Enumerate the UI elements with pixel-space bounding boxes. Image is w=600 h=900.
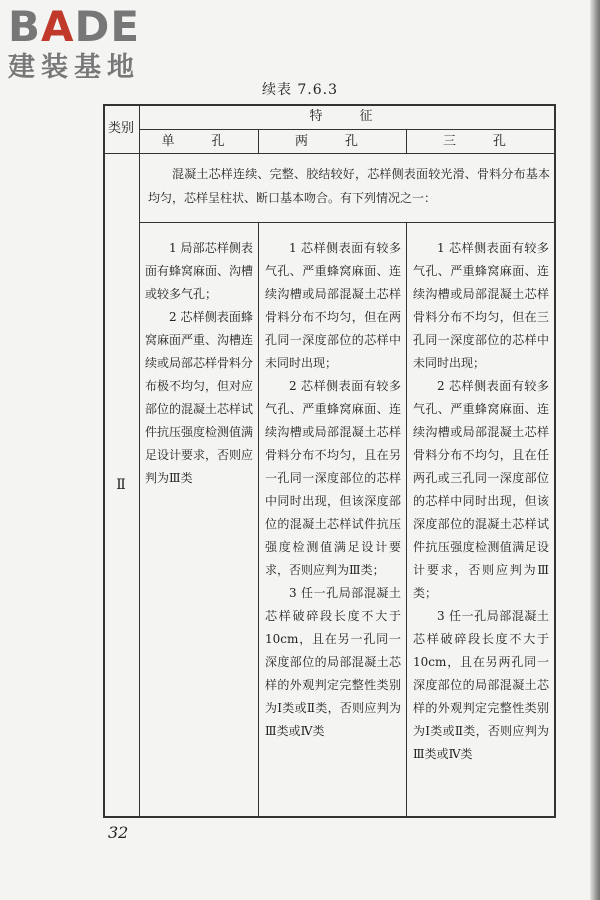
single-item-2: 2 芯样侧表面蜂窝麻面严重、沟槽连续或局部芯样骨料分布极不均匀，但对应部位的混凝土芯样试件抗压强度检测值满足设计要求，否则应判为Ⅲ类 (145, 310, 254, 485)
three-item-3: 3 任一孔局部混凝土芯样破碎段长度不大于10cm，且在另两孔同一深度部位的局部混凝土芯样的外观判定完整性类别为Ⅰ类或Ⅱ类，否则应判为Ⅲ类或Ⅳ类 (413, 609, 549, 761)
three-item-1: 1 芯样侧表面有较多气孔、严重蜂窝麻面、连续沟槽或局部混凝土芯样骨料分布不均匀，但在三孔同一深度部位的芯样中未同时出现； (413, 241, 549, 370)
header-feature: 特 征 (309, 109, 385, 124)
two-item-2: 2 芯样侧表面有较多气孔、严重蜂窝麻面、连续沟槽或局部混凝土芯样骨料分布不均匀，且在另一孔同一深度部位的芯样中同时出现，但该深度部位的混凝土芯样试件抗压强度检测值满足设计要求，否则应判为Ⅲ类； (265, 379, 401, 577)
bade-logo (8, 4, 178, 84)
three-item-2: 2 芯样侧表面有较多气孔、严重蜂窝麻面、连续沟槽或局部混凝土芯样骨料分布不均匀，且在任两孔或三孔同一深度部位的芯样中同时出现，但该深度部位的混凝土芯样试件抗压强度检测值满足设计要求，否则应判为Ⅲ类； (413, 379, 549, 600)
logo-subtitle: 建装基地 (8, 52, 140, 83)
row-summary: 混凝土芯样连续、完整、胶结较好，芯样侧表面较光滑、骨料分布基本均匀，芯样呈柱状、断口基本吻合。有下列情况之一： (148, 167, 550, 205)
single-hole-criteria (145, 237, 253, 490)
page-number: 32 (108, 823, 129, 842)
two-holes-criteria (265, 237, 401, 743)
two-item-3: 3 任一孔局部混凝土芯样破碎段长度不大于10cm，且在另一孔同一深度部位的局部混凝土芯样的外观判定完整性类别为Ⅰ类或Ⅱ类，否则应判为Ⅲ类或Ⅳ类 (265, 586, 401, 738)
single-item-1: 1 局部芯样侧表面有蜂窝麻面、沟槽或较多气孔； (145, 241, 254, 301)
logo-wordmark: BADE (8, 2, 141, 51)
two-item-1: 1 芯样侧表面有较多气孔、严重蜂窝麻面、连续沟槽或局部混凝土芯样骨料分布不均匀，但在两孔同一深度部位的芯样中未同时出现； (265, 241, 401, 370)
header-single-hole: 单 孔 (161, 134, 237, 149)
header-category: 类别 (107, 121, 134, 136)
header-three-holes: 三 孔 (442, 134, 518, 149)
three-holes-criteria (413, 237, 549, 766)
classification-table (103, 104, 556, 818)
header-two-holes: 两 孔 (294, 134, 370, 149)
scan-edge (590, 0, 600, 900)
table-caption: 续表 7.6.3 (261, 82, 339, 98)
row-category: Ⅱ (116, 477, 126, 493)
